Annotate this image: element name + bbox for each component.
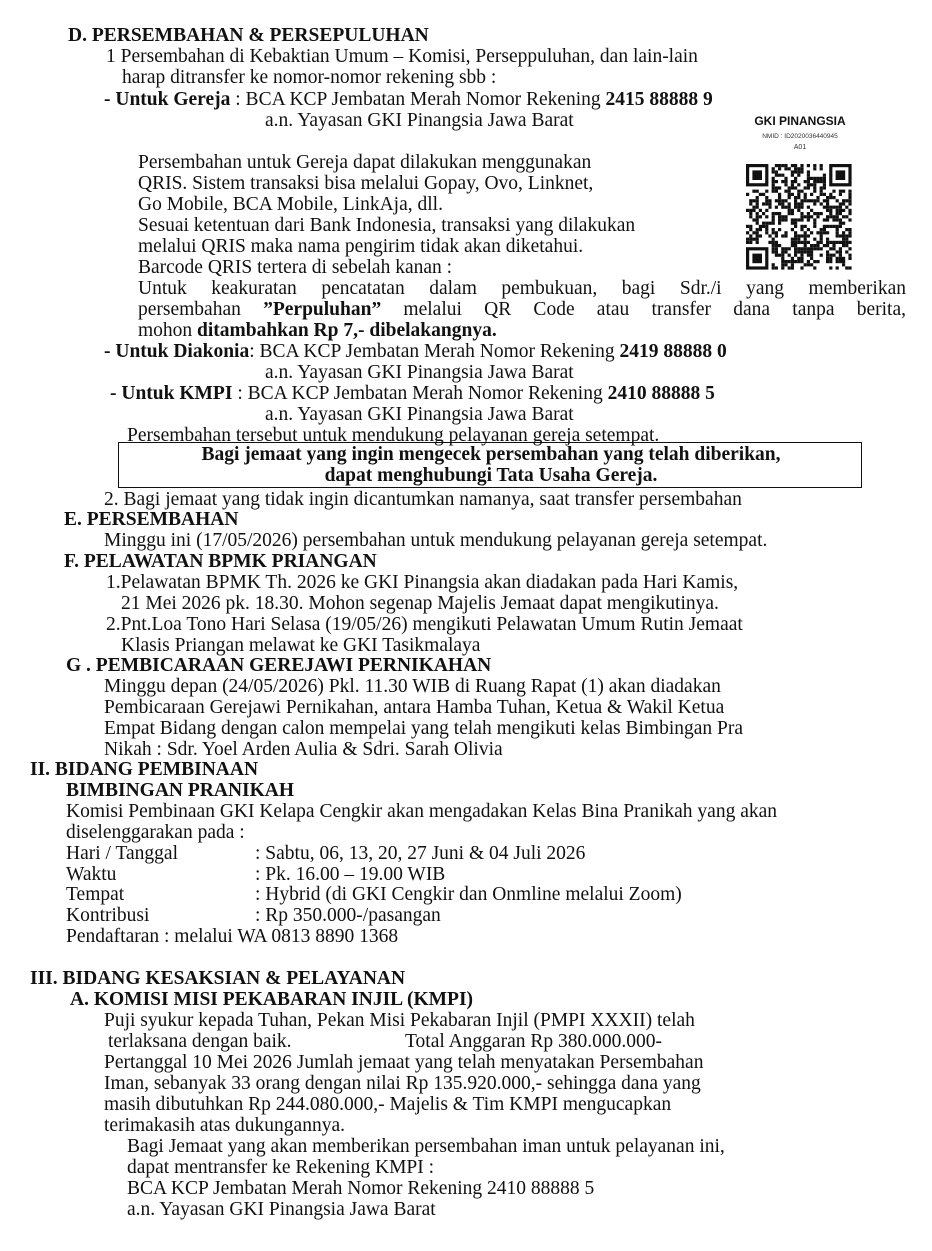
- kmpi-report-line-4: Iman, sebanyak 33 orang dengan nilai Rp 135.920.000,- sehingga dana yang: [104, 1073, 701, 1094]
- qris-terminal-code: A01: [793, 144, 807, 151]
- section-d-line-1: 1 Persembahan di Kebaktian Umum – Komisi, Perseppuluhan, dan lain-lain: [106, 46, 698, 67]
- notice-line-2: dapat menghubungi Tata Usaha Gereja.: [324, 465, 658, 486]
- schedule-value-date: : Sabtu, 06, 13, 20, 27 Juni & 04 Juli 2026: [255, 843, 586, 864]
- section-g-line-3: Empat Bidang dengan calon mempelai yang telah mengikuti kelas Bimbingan Pra: [104, 718, 744, 739]
- section-g-line-4: Nikah : Sdr. Yoel Arden Aulia & Sdri. Sarah Olivia: [104, 739, 503, 760]
- section-iii-heading: III. BIDANG KESAKSIAN & PELAYANAN: [30, 968, 406, 989]
- qris-title: GKI PINANGSIA: [754, 114, 846, 128]
- kmpi-transfer-line-2: dapat mentransfer ke Rekening KMPI :: [127, 1157, 435, 1178]
- schedule-label-fee: Kontribusi: [66, 905, 150, 926]
- section-e-text: Minggu ini (17/05/2026) persembahan untuk mendukung pelayanan gereja setempat.: [104, 530, 768, 551]
- qris-nmid: NMID : ID2020036440945: [762, 133, 838, 140]
- qris-text-1: Persembahan untuk Gereja dapat dilakukan menggunakan: [138, 152, 592, 173]
- perpuluhan-bold: ”Perpuluhan”: [263, 299, 382, 320]
- akurat-line-1: Untuk keakuratan pencatatan dalam pembukuan, bagi Sdr./i yang memberikan: [138, 278, 906, 299]
- qris-text-2: QRIS. Sistem transaksi bisa melalui Gopay, Ovo, Linknet,: [138, 173, 594, 194]
- section-d-heading: D. PERSEMBAHAN & PERSEPULUHAN: [68, 25, 429, 46]
- diakonia-account-line: - Untuk Diakonia: BCA KCP Jembatan Merah Nomor Rekening 2419 88888 0: [104, 341, 727, 362]
- kmpi-account-line: - Untuk KMPI : BCA KCP Jembatan Merah Nomor Rekening 2410 88888 5: [110, 383, 715, 404]
- schedule-value-fee: : Rp 350.000-/pasangan: [255, 905, 441, 926]
- section-f-heading: F. PELAWATAN BPMK PRIANGAN: [64, 551, 377, 572]
- qris-code-block: [735, 112, 865, 272]
- diakonia-account-number: 2419 88888 0: [619, 341, 727, 362]
- section-g-line-1: Minggu depan (24/05/2026) Pkl. 11.30 WIB di Ruang Rapat (1) akan diadakan: [104, 676, 721, 697]
- section-d-point-2: 2. Bagi jemaat yang tidak ingin dicantumkan namanya, saat transfer persembahan: [104, 489, 742, 510]
- schedule-value-time: : Pk. 16.00 – 19.00 WIB: [255, 864, 446, 885]
- gereja-label: - Untuk Gereja: [104, 89, 231, 110]
- qris-text-6: Barcode QRIS tertera di sebelah kanan :: [138, 257, 453, 278]
- gereja-account-line: [104, 89, 713, 110]
- schedule-label-place: Tempat: [66, 884, 125, 905]
- schedule-label-time: Waktu: [66, 864, 117, 885]
- gereja-account-number: 2415 88888 9: [605, 89, 713, 110]
- kmpi-transfer-account-name: a.n. Yayasan GKI Pinangsia Jawa Barat: [127, 1199, 436, 1220]
- registration-info: Pendaftaran : melalui WA 0813 8890 1368: [66, 926, 399, 947]
- section-g-line-2: Pembicaraan Gerejawi Pernikahan, antara Hamba Tuhan, Ketua & Wakil Ketua: [104, 697, 725, 718]
- kmpi-label: - Untuk KMPI: [110, 383, 233, 404]
- dukung-text: Persembahan tersebut untuk mendukung pelayanan gereja setempat.: [127, 425, 660, 446]
- qris-text-4: Sesuai ketentuan dari Bank Indonesia, transaksi yang dilakukan: [138, 215, 636, 236]
- section-ii-subheading: BIMBINGAN PRANIKAH: [66, 780, 295, 801]
- kmpi-report-line-2a: terlaksana dengan baik.: [108, 1031, 292, 1052]
- section-ii-heading: II. BIDANG PEMBINAAN: [30, 759, 259, 780]
- akurat-line-3: mohon ditambahkan Rp 7,- dibelakangnya.: [138, 320, 497, 341]
- diakonia-label: - Untuk Diakonia: [104, 341, 250, 362]
- section-f-line-2: 21 Mei 2026 pk. 18.30. Mohon segenap Majelis Jemaat dapat mengikutinya.: [121, 593, 719, 614]
- section-g-heading: G . PEMBICARAAN GEREJAWI PERNIKAHAN: [66, 655, 492, 676]
- qris-text-3: Go Mobile, BCA Mobile, LinkAja, dll.: [138, 194, 443, 215]
- diakonia-account-name: a.n. Yayasan GKI Pinangsia Jawa Barat: [265, 362, 574, 383]
- kmpi-transfer-account: BCA KCP Jembatan Merah Nomor Rekening 2410 88888 5: [127, 1178, 595, 1199]
- section-ii-line-2: diselenggarakan pada :: [66, 822, 245, 843]
- kmpi-account-number: 2410 88888 5: [607, 383, 715, 404]
- schedule-label-date: Hari / Tanggal: [66, 843, 178, 864]
- kmpi-total-budget: Total Anggaran Rp 380.000.000-: [405, 1031, 662, 1052]
- gereja-bank-text: : BCA KCP Jembatan Merah Nomor Rekening: [230, 89, 606, 110]
- kmpi-account-name: a.n. Yayasan GKI Pinangsia Jawa Barat: [265, 404, 574, 425]
- section-iii-subheading: A. KOMISI MISI PEKABARAN INJIL (KMPI): [70, 989, 474, 1010]
- section-f-line-3: 2.Pnt.Loa Tono Hari Selasa (19/05/26) mengikuti Pelawatan Umum Rutin Jemaat: [106, 614, 743, 635]
- section-f-line-4: Klasis Priangan melawat ke GKI Tasikmalaya: [121, 635, 481, 656]
- qris-text-5: melalui QRIS maka nama pengirim tidak akan diketahui.: [138, 236, 584, 257]
- section-e-heading: E. PERSEMBAHAN: [64, 509, 239, 530]
- schedule-value-place: : Hybrid (di GKI Cengkir dan Onmline melalui Zoom): [255, 884, 682, 905]
- qr-code-icon: [739, 164, 859, 270]
- kmpi-report-line-5: masih dibutuhkan Rp 244.080.000,- Majelis & Tim KMPI mengucapkan: [104, 1094, 672, 1115]
- section-f-line-1: 1.Pelawatan BPMK Th. 2026 ke GKI Pinangsia akan diadakan pada Hari Kamis,: [106, 572, 739, 593]
- section-ii-line-1: Komisi Pembinaan GKI Kelapa Cengkir akan mengadakan Kelas Bina Pranikah yang akan: [66, 801, 777, 822]
- kmpi-report-line-6: terimakasih atas dukungannya.: [104, 1115, 345, 1136]
- notice-box: [118, 442, 862, 488]
- gereja-account-name: a.n. Yayasan GKI Pinangsia Jawa Barat: [265, 110, 574, 131]
- akurat-line-2: persembahan ”Perpuluhan” melalui QR Code atau transfer dana tanpa berita,: [138, 299, 906, 320]
- kmpi-report-line-1: Puji syukur kepada Tuhan, Pekan Misi Pekabaran Injil (PMPI XXXII) telah: [104, 1010, 695, 1031]
- tambah-rp7-bold: ditambahkan Rp 7,- dibelakangnya.: [197, 320, 497, 341]
- notice-line-1: Bagi jemaat yang ingin mengecek persembahan yang telah diberikan,: [201, 444, 781, 465]
- kmpi-transfer-line-1: Bagi Jemaat yang akan memberikan persembahan iman untuk pelayanan ini,: [127, 1136, 725, 1157]
- section-d-line-2: harap ditransfer ke nomor-nomor rekening sbb :: [122, 67, 497, 88]
- kmpi-report-line-3: Pertanggal 10 Mei 2026 Jumlah jemaat yang telah menyatakan Persembahan: [104, 1052, 704, 1073]
